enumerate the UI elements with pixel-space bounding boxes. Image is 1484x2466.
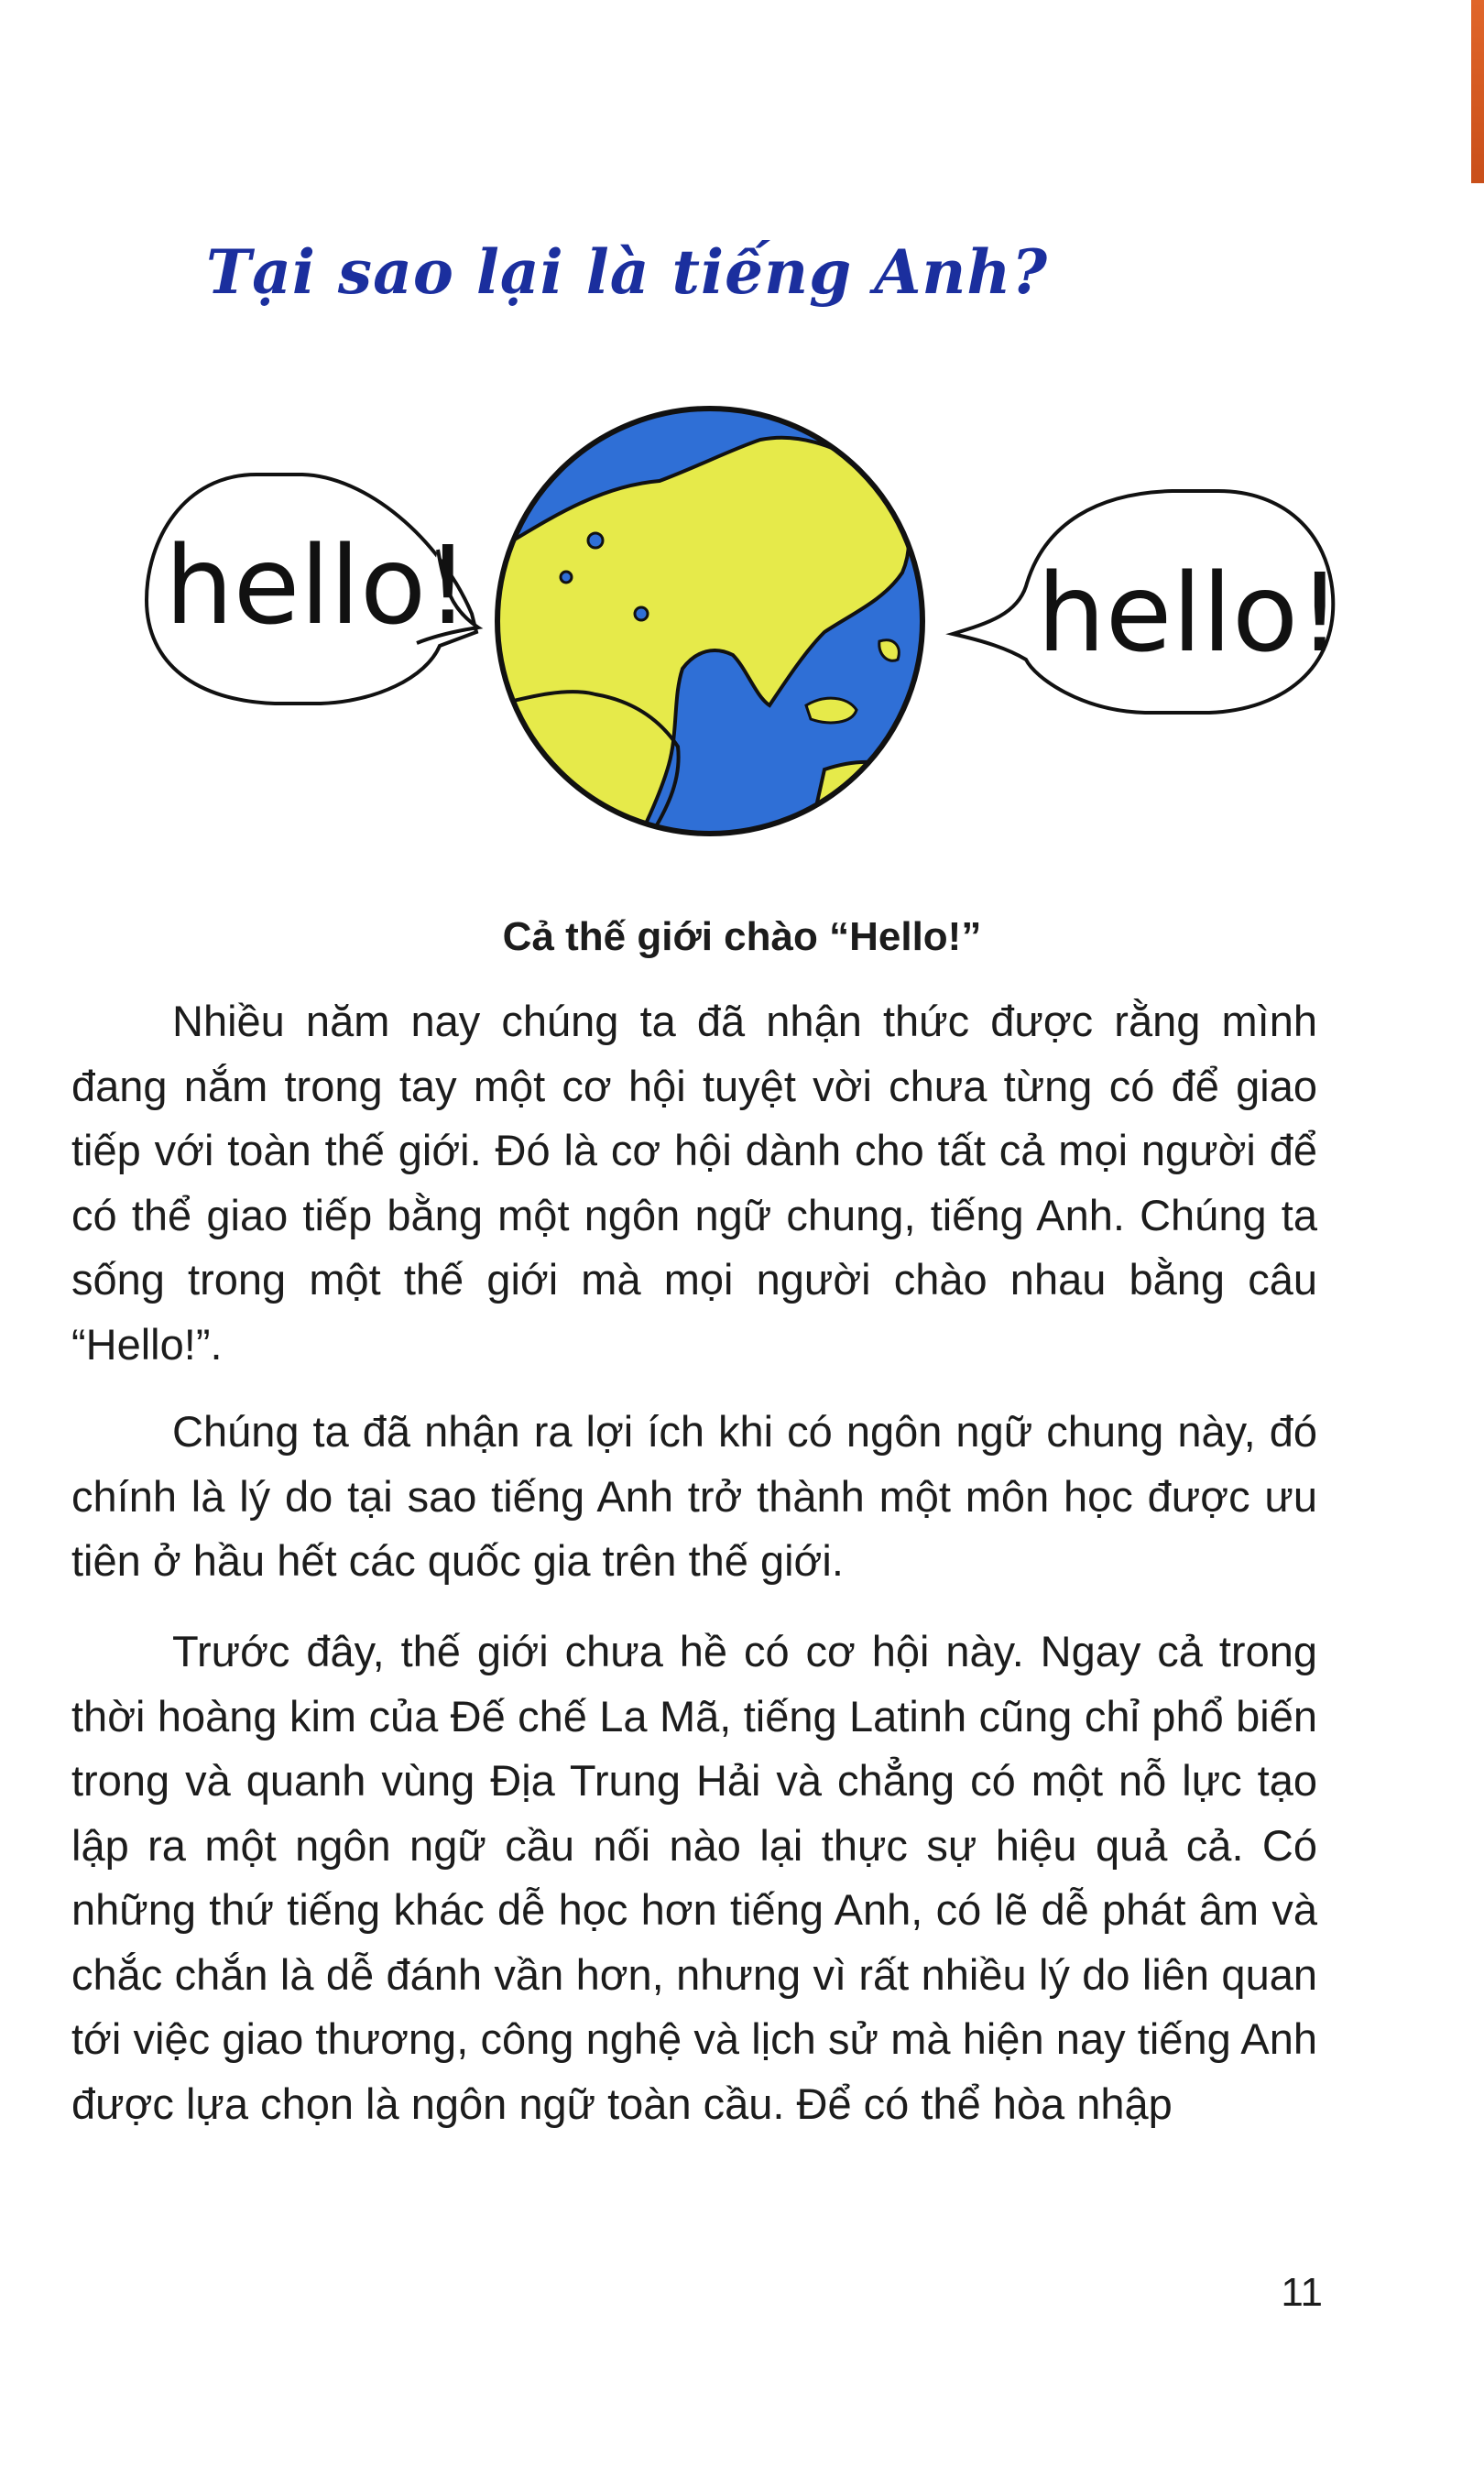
left-speech-bubble [147, 475, 478, 704]
section-subheading: Cả thế giới chào “Hello!” [502, 914, 982, 959]
paragraph-text: Nhiều năm nay chúng ta đã nhận thức được rằng mình đang nắm trong tay một cơ hội tuyệt vời chưa từng có để giao tiếp với toàn thế giới. Đó là cơ hội dành cho tất cả mọi người để có thể giao tiếp bằng một ngôn ngữ chung, tiếng Anh. Chúng ta sống trong một thế giới mà mọi người chào nhau bằng câu “Hello!”. [71, 997, 1317, 1369]
page-edge-strip [1471, 0, 1484, 183]
paragraph-3 [71, 1620, 1317, 2136]
right-bubble-text: hello! [1037, 550, 1342, 676]
globe-icon [495, 409, 930, 843]
page-title: Tại sao lại là tiếng Anh? [206, 236, 1049, 308]
page-number: 11 [1281, 2270, 1323, 2315]
right-speech-bubble [953, 491, 1341, 713]
paragraph-1 [71, 989, 1317, 1377]
hello-globe-illustration [0, 403, 1484, 843]
paragraph-2 [71, 1400, 1317, 1594]
paragraph-text: Chúng ta đã nhận ra lợi ích khi có ngôn ngữ chung này, đó chính là lý do tại sao tiếng Anh trở thành một môn học được ưu tiên ở hầu hết các quốc gia trên thế giới. [71, 1407, 1317, 1585]
left-bubble-text: hello! [165, 522, 470, 649]
paragraph-text: Trước đây, thế giới chưa hề có cơ hội này. Ngay cả trong thời hoàng kim của Đế chế La Mã, tiếng Latinh cũng chỉ phổ biến trong và quanh vùng Địa Trung Hải và chẳng có một nỗ lực tạo lập ra một ngôn ngữ cầu nối nào lại thực sự hiệu quả cả. Có những thứ tiếng khác dễ học hơn tiếng Anh, có lẽ dễ phát âm và chắc chắn là dễ đánh vần hơn, nhưng vì rất nhiều lý do liên quan tới việc giao thương, công nghệ và lịch sử mà hiện nay tiếng Anh được lựa chọn là ngôn ngữ toàn cầu. Để có thể hòa nhập [71, 1627, 1317, 2128]
